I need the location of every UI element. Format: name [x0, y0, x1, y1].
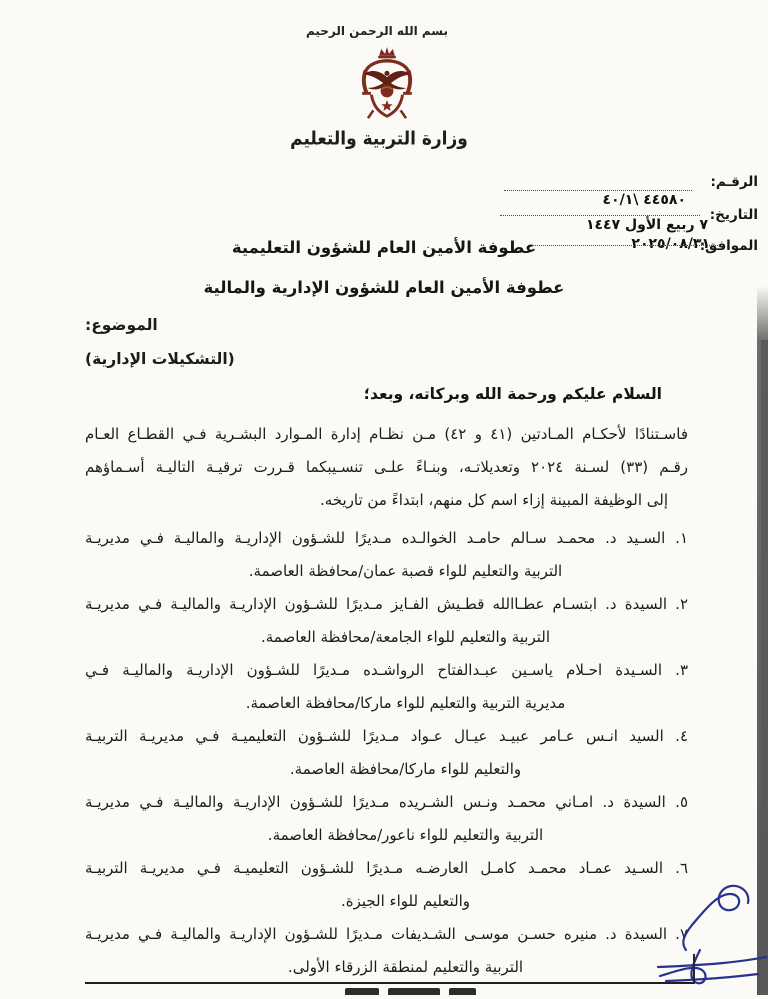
list-item-text: ٣. السـيدة احـلام ياسـين عبـدالفتاح الرواشـده مـديرًا للشـؤون الإداريـة والماليـة فـي [85, 661, 688, 679]
list-item-text: مديرية التربية والتعليم للواء ماركا/محافظة العاصمة. [245, 694, 566, 712]
list-item-4 [85, 720, 688, 786]
list-item-3 [85, 654, 688, 720]
subject-label: الموضوع: [85, 316, 158, 334]
list-item-text: ١. السـيد د. محمـد سـالم حامـد الخوالـده مـديرًا للشـؤون الإداريـة والماليـة فـي مديريـة [85, 529, 688, 547]
body-line-2: رقـم (٣٣) لسـنة ٢٠٢٤ وتعديلاتـه، وبنـاءً علـى تنسـيبكما قـررت ترقيـة التاليـة أسـماؤهم [85, 458, 688, 476]
list-item-text: ٥. السيدة د. امـاني محمـد ونـس الشـريده مـديرًا للشـؤون الإداريـة والماليـة فـي مديريـة [85, 793, 688, 811]
recipient-title-1: عطوفة الأمين العام للشؤون التعليمية [231, 238, 537, 257]
ref-date-dotted-line [500, 215, 700, 216]
ref-date-label: التاريخ: [709, 207, 758, 223]
list-item-1 [85, 522, 688, 588]
bismillah-calligraphy: بسم الله الرحمن الرحيم [305, 24, 449, 38]
ministry-name-calligraphy: وزارة التربية والتعليم [290, 128, 468, 150]
list-item-text: والتعليم للواء ماركا/محافظة العاصمة. [289, 760, 522, 778]
list-item-text: والتعليم للواء الجيزة. [340, 892, 471, 910]
crest-svg [348, 44, 426, 130]
list-item-text: ٢. السيدة د. ابتسـام عطـاالله قطـيش الفـايز مـديرًا للشـؤون الإداريـة والماليـة فـي مديريـة [85, 595, 688, 613]
list-item-text: التربية والتعليم للواء قصبة عمان/محافظة العاصمة. [248, 562, 563, 580]
ref-number-dotted-line [504, 190, 692, 191]
body-paragraph [85, 418, 688, 517]
ref-number-value: ٤٤٥٨٠ \٤٠/١ [602, 192, 686, 208]
list-item-text: ٦. السـيد عمـاد محمـد كامـل العارضـه مـديرًا للشـؤون التعليميـة فـي مديريـة التربيـة [85, 859, 688, 877]
clipped-footer-text [335, 988, 485, 995]
list-item-text: ٤. السيد انـس عـامر عبيـد عيـال عـواد مـديرًا للشـؤون التعليميـة فـي مديريـة التربيـة [85, 727, 688, 745]
greeting-line: السلام عليكم ورحمة الله وبركاته، وبعد؛ [363, 385, 662, 403]
list-item-6 [85, 852, 688, 918]
list-item-text: التربية والتعليم لمنطقة الزرقاء الأولى. [287, 958, 524, 976]
footer-divider-riser [693, 954, 695, 984]
list-item-text: ٧. السيدة د. منيره حسـن موسـى الشـديفات مـديرًا للشـؤون الإداريـة والماليـة فـي مديريـة [85, 925, 688, 943]
clipped-glyph-fragment [345, 988, 379, 995]
body-line-1: فاسـتنادًا لأحكـام المـادتين (٤١ و ٤٢) مـن نظـام إدارة المـوارد البشـرية فـي القطـاع العـام [85, 425, 688, 443]
footer-divider-line [85, 982, 695, 984]
subject-value: (التشكيلات الإدارية) [85, 350, 235, 368]
ref-date-value: ٧ ربيع الأول ١٤٤٧ [585, 217, 708, 233]
ref-number-label: الرقـم: [710, 174, 758, 190]
signature-scribble [630, 868, 768, 995]
handwritten-ink-marks [630, 868, 768, 999]
list-item-5 [85, 786, 688, 852]
ref-gregorian-value: ٢٠٢٥/٠٨/٣١ [631, 236, 710, 252]
list-item-7 [85, 918, 688, 984]
jordan-coat-of-arms-icon [348, 44, 426, 134]
ref-gregorian-label: الموافق: [699, 238, 758, 254]
body-line-3: إلى الوظيفة المبينة إزاء اسم كل منهم، ابتداءً من تاريخه. [320, 491, 668, 509]
list-item-text: التربية والتعليم للواء الجامعة/محافظة العاصمة. [260, 628, 550, 646]
list-item-2 [85, 588, 688, 654]
clipped-glyph-fragment [449, 988, 476, 995]
recipient-title-2: عطوفة الأمين العام للشؤون الإدارية والمالية [203, 278, 565, 297]
list-item-text: التربية والتعليم للواء ناعور/محافظة العاصمة. [267, 826, 544, 844]
clipped-glyph-fragment [388, 988, 440, 995]
promotion-list [85, 522, 688, 984]
